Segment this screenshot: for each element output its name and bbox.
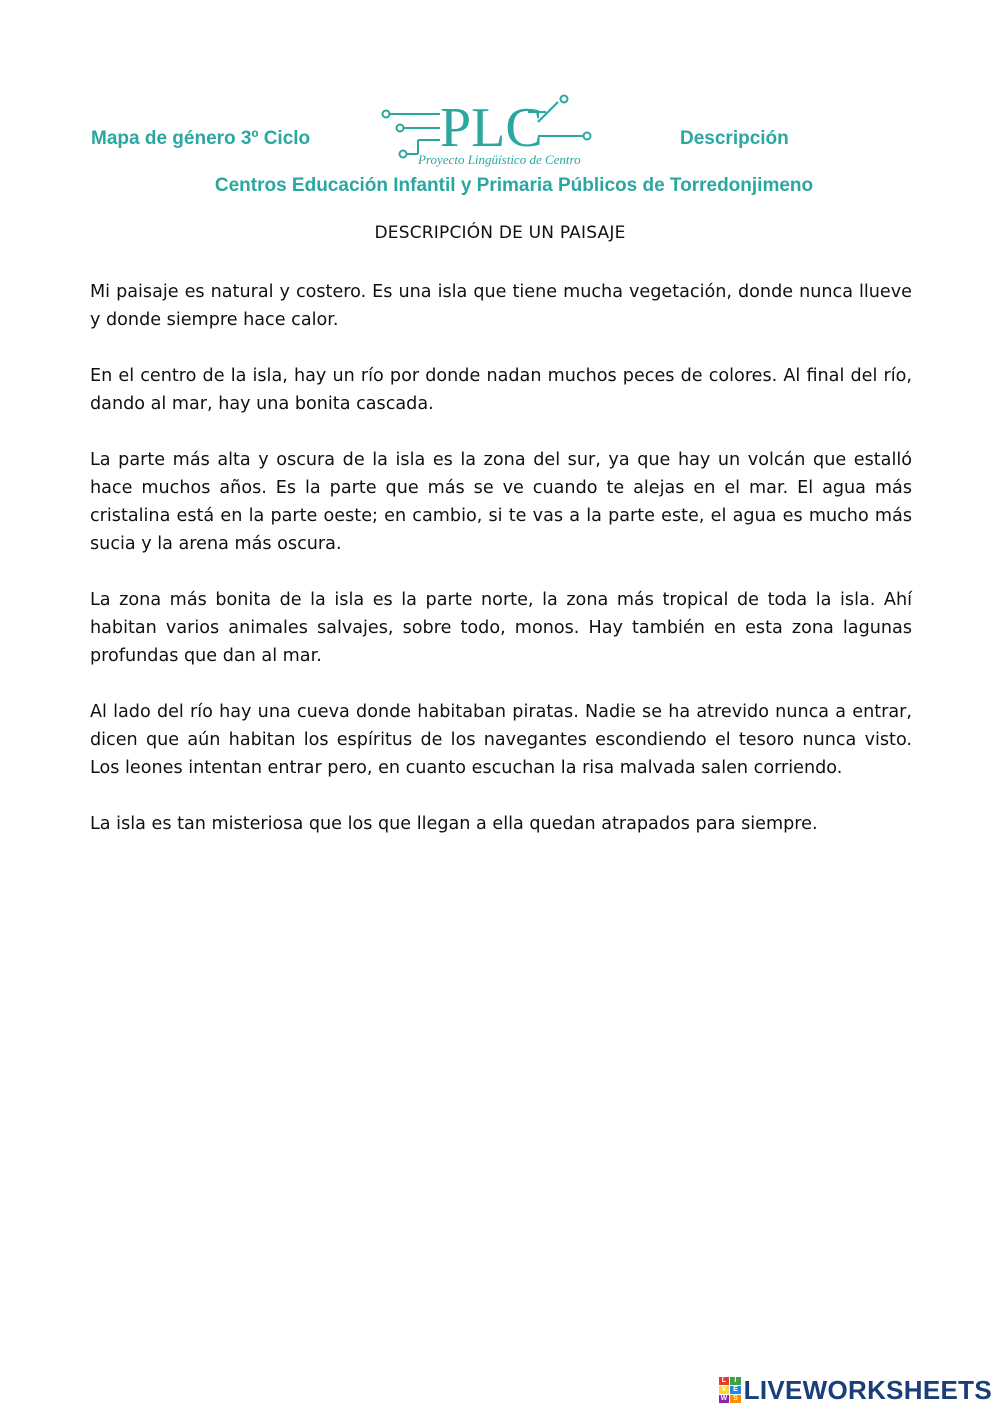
paragraph: Mi paisaje es natural y costero. Es una isla que tiene mucha vegetación, donde nunca llueve y donde siempre hace calor.	[90, 282, 912, 330]
badge-letter: W	[720, 1395, 728, 1402]
document-body	[90, 278, 912, 866]
paragraph: En el centro de la isla, hay un río por donde nadan muchos peces de colores. Al final del río, dando al mar, hay una bonita cascada.	[90, 366, 912, 414]
badge-letter: I	[730, 1377, 741, 1385]
header-cycle-label: Mapa de género 3º Ciclo	[91, 128, 311, 149]
logo-letters: PLC	[440, 97, 543, 159]
paragraph: La parte más alta y oscura de la isla es la zona del sur, ya que hay un volcán que estalló hace muchos años. Es la parte que más se ve cuando te alejas en el mar. El agua más cristalina está en la parte oeste; en cambio, si te vas a la parte este, el agua es mucho más sucia y la arena más oscura.	[90, 450, 912, 554]
liveworksheets-badge-icon	[719, 1377, 741, 1403]
paragraph: La isla es tan misteriosa que los que llegan a ella quedan atrapados para siempre.	[90, 814, 818, 834]
header-genre-label: Descripción	[680, 128, 789, 149]
paragraph: Al lado del río hay una cueva donde habitaban piratas. Nadie se ha atrevido nunca a entrar, dicen que aún habitan los espíritus de los navegantes escondiendo el tesoro nunca visto. Los leones intentan entrar pero, en cuanto escuchan la risa malvada salen corriendo.	[90, 702, 912, 778]
logo-caption: Proyecto Lingüístico de Centro	[418, 152, 581, 167]
liveworksheets-text: LIVEWORKSHEETS	[743, 1374, 992, 1405]
badge-letter: E	[730, 1386, 741, 1394]
plc-logo	[378, 92, 608, 168]
liveworksheets-watermark	[719, 1375, 992, 1405]
badge-letter: S	[730, 1395, 741, 1403]
school-subheader: Centros Educación Infantil y Primaria Públicos de Torredonjimeno	[214, 175, 814, 196]
badge-letter: L	[719, 1377, 730, 1385]
badge-letter: V	[719, 1386, 730, 1394]
document-title: DESCRIPCIÓN DE UN PAISAJE	[374, 223, 626, 243]
paragraph: La zona más bonita de la isla es la parte norte, la zona más tropical de toda la isla. Ahí habitan varios animales salvajes, sobre todo, monos. Hay también en esta zona lagunas profundas que dan al mar.	[90, 590, 912, 666]
